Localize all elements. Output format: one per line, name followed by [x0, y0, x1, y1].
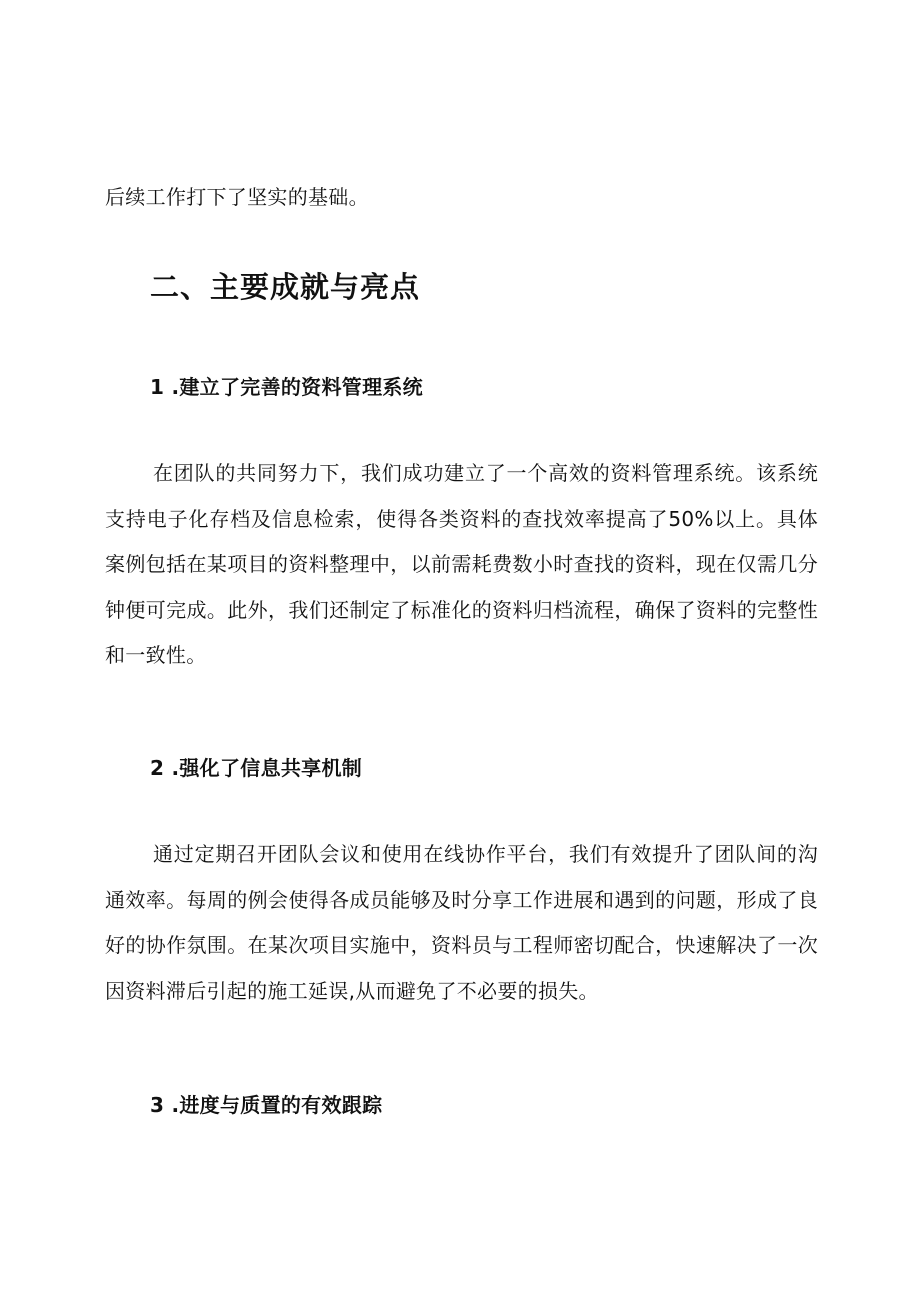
- item-2-body: 通过定期召开团队会议和使用在线协作平台，我们有效提升了团队间的沟通效率。每周的例会使得各成员能够及时分享工作进展和遇到的问题，形成了良好的协作氛围。在某次项目实施中，资料员与工程师密切配合，快速解决了一次因资料滞后引起的施工延误,从而避免了不必要的损失。: [105, 842, 818, 1003]
- item-3-heading: 3 .进度与质置的有效跟踪: [150, 1093, 383, 1117]
- item-1-body: 在团队的共同努力下，我们成功建立了一个高效的资料管理系统。该系统支持电子化存档及信息检索，使得各类资料的查找效率提高了50%以上。具体案例包括在某项目的资料整理中，以前需耗费数小时查找的资料，现在仅需几分钟便可完成。此外，我们还制定了标准化的资料归档流程，确保了资料的完整性和一致性。: [105, 461, 818, 667]
- item-2-heading: 2 .强化了信息共享机制: [150, 756, 363, 780]
- continuation-text: 后续工作打下了坚实的基础。: [105, 185, 369, 209]
- item-1-heading: 1 .建立了完善的资料管理系统: [150, 375, 423, 399]
- section-title: 二、主要成就与亮点: [150, 270, 421, 304]
